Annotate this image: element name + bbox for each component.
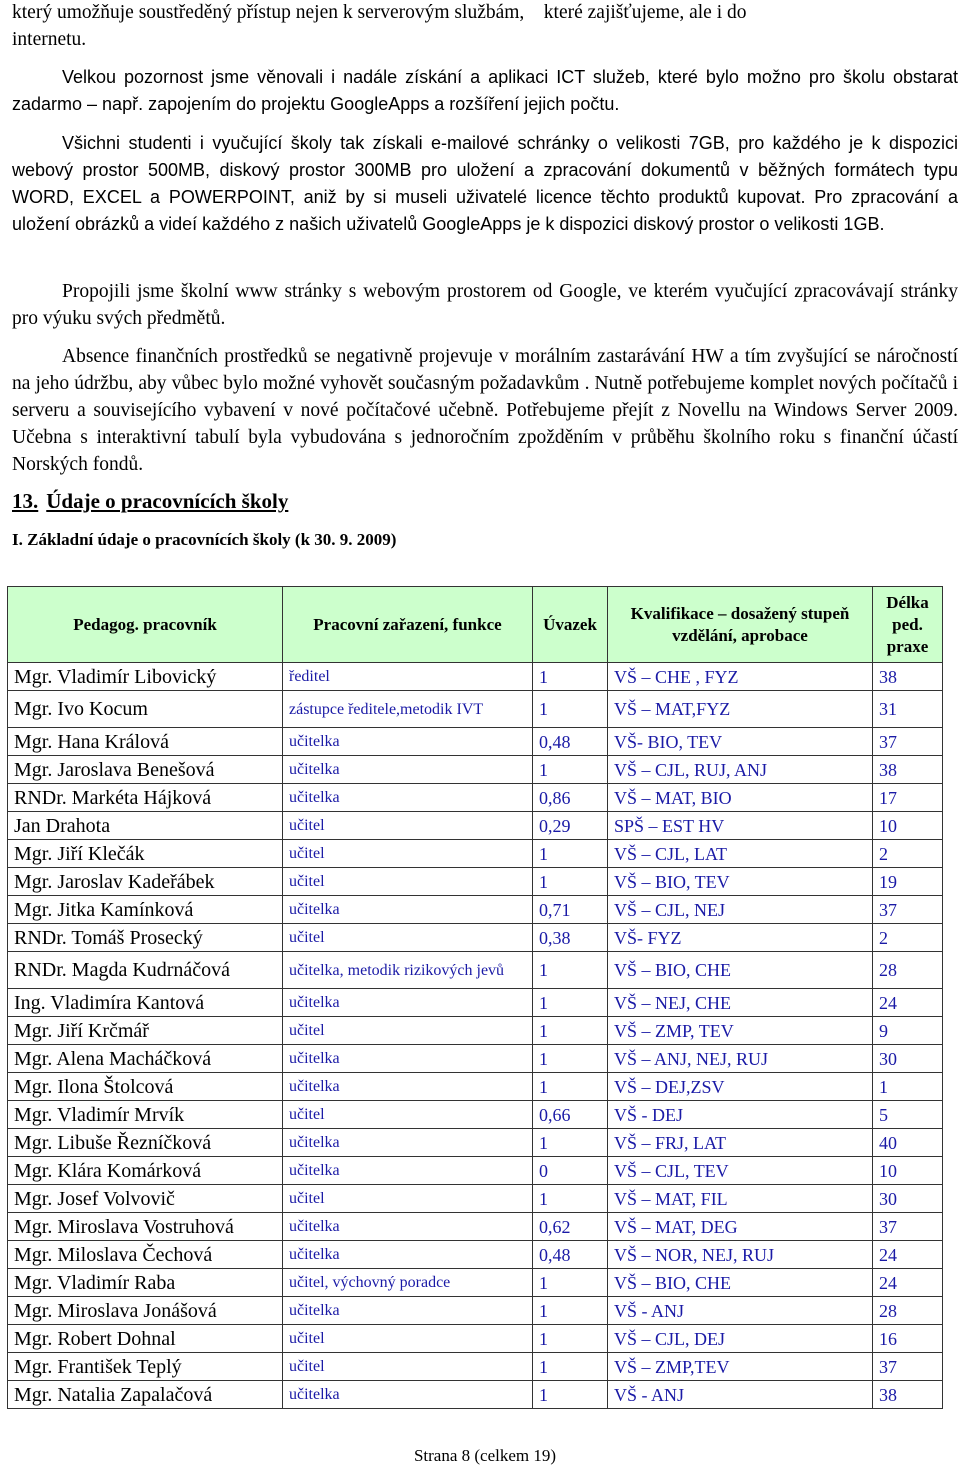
cell-name: Mgr. Libuše Řezníčková: [8, 1129, 283, 1157]
table-row: [8, 784, 943, 812]
cell-name: Mgr. Robert Dohnal: [8, 1325, 283, 1353]
cell-praxe: 19: [873, 868, 943, 896]
cell-role: učitelka: [283, 1073, 533, 1101]
cell-role: učitel, výchovný poradce: [283, 1269, 533, 1297]
cell-praxe: 37: [873, 1353, 943, 1381]
cell-uvazek: 1: [533, 868, 608, 896]
paragraph-finance-text: Absence finančních prostředků se negativně projevuje v morálním zastarávání HW a tím zvyšující se náročností na jeho údržbu, aby vůbec bylo možné vyhovět současným požadavkům . Nutně potřebujeme komplet nových počítačů i serveru a souvisejícího vybavení v nové počítačové učebně. Potřebujeme přejít z Novellu na Windows Server 2009. Učebna s interaktivní tabulí byla vybudována s jednoročním zpožděním v průběhu školního roku s finanční účastí Norských fondů.: [12, 346, 958, 475]
cell-praxe: 2: [873, 924, 943, 952]
cell-name: Mgr. Hana Králová: [8, 728, 283, 756]
header-role: Pracovní zařazení, funkce: [283, 587, 533, 663]
cell-uvazek: 1: [533, 952, 608, 989]
cell-name: Mgr. Jaroslava Benešová: [8, 756, 283, 784]
cell-kvalifikace: VŠ – ANJ, NEJ, RUJ: [608, 1045, 873, 1073]
header-praxe: Délka ped. praxe: [873, 587, 943, 663]
cell-kvalifikace: VŠ – BIO, CHE: [608, 1269, 873, 1297]
section-number: 13.: [12, 489, 39, 513]
cell-kvalifikace: VŠ – MAT, BIO: [608, 784, 873, 812]
cell-uvazek: 1: [533, 1297, 608, 1325]
cell-uvazek: 0,71: [533, 896, 608, 924]
cell-kvalifikace: VŠ – NOR, NEJ, RUJ: [608, 1241, 873, 1269]
cell-praxe: 38: [873, 663, 943, 691]
cell-praxe: 38: [873, 1381, 943, 1409]
paragraph-finance: [12, 343, 958, 478]
cell-role: učitelka: [283, 989, 533, 1017]
cell-uvazek: 1: [533, 1129, 608, 1157]
table-row: [8, 1157, 943, 1185]
cell-role: učitel: [283, 924, 533, 952]
cell-name: Mgr. Ivo Kocum: [8, 691, 283, 728]
paragraph-ict-text: Velkou pozornost jsme věnovali i nadále získání a aplikaci ICT služeb, které bylo možno pro školu obstarat zadarmo – např. zapojením do projektu GoogleApps a rozšíření jejich počtu.: [12, 67, 958, 114]
cell-praxe: 37: [873, 896, 943, 924]
cell-praxe: 17: [873, 784, 943, 812]
page-footer: Strana 8 (celkem 19): [413, 1446, 557, 1465]
cell-name: RNDr. Tomáš Prosecký: [8, 924, 283, 952]
cell-praxe: 9: [873, 1017, 943, 1045]
cell-name: Mgr. Klára Komárková: [8, 1157, 283, 1185]
cell-role: učitelka: [283, 1045, 533, 1073]
cell-role: učitelka: [283, 1381, 533, 1409]
cell-kvalifikace: SPŠ – EST HV: [608, 812, 873, 840]
cell-role: učitelka: [283, 896, 533, 924]
table-row: [8, 1129, 943, 1157]
section-title: Údaje o pracovnících školy: [46, 489, 289, 513]
paragraph-website: [12, 278, 958, 332]
cell-name: Mgr. Miroslava Jonášová: [8, 1297, 283, 1325]
table-row: [8, 1353, 943, 1381]
cell-kvalifikace: VŠ – CJL, TEV: [608, 1157, 873, 1185]
cell-role: učitelka: [283, 1241, 533, 1269]
cell-name: Mgr. Natalia Zapalačová: [8, 1381, 283, 1409]
cell-name: RNDr. Markéta Hájková: [8, 784, 283, 812]
cell-kvalifikace: VŠ- BIO, TEV: [608, 728, 873, 756]
cell-praxe: 1: [873, 1073, 943, 1101]
cell-uvazek: 0,86: [533, 784, 608, 812]
cell-uvazek: 1: [533, 1381, 608, 1409]
table-row: [8, 1101, 943, 1129]
cell-kvalifikace: VŠ – CJL, LAT: [608, 840, 873, 868]
header-kvalifikace: Kvalifikace – dosažený stupeň vzdělání, aprobace: [608, 587, 873, 663]
paragraph-intro: [12, 0, 958, 53]
cell-name: Mgr. Jitka Kamínková: [8, 896, 283, 924]
cell-name: Mgr. Miloslava Čechová: [8, 1241, 283, 1269]
table-row: [8, 1381, 943, 1409]
cell-uvazek: 1: [533, 1325, 608, 1353]
cell-praxe: 10: [873, 812, 943, 840]
cell-role: učitel: [283, 840, 533, 868]
cell-uvazek: 1: [533, 663, 608, 691]
table-row: [8, 691, 943, 728]
cell-uvazek: 0,29: [533, 812, 608, 840]
cell-uvazek: 0,38: [533, 924, 608, 952]
cell-name: Mgr. Vladimír Libovický: [8, 663, 283, 691]
table-row: [8, 728, 943, 756]
cell-kvalifikace: VŠ – ZMP,TEV: [608, 1353, 873, 1381]
table-row: [8, 663, 943, 691]
cell-role: učitelka: [283, 784, 533, 812]
cell-uvazek: 1: [533, 1269, 608, 1297]
cell-name: Mgr. Jiří Krčmář: [8, 1017, 283, 1045]
cell-name: Mgr. Vladimír Raba: [8, 1269, 283, 1297]
cell-kvalifikace: VŠ - DEJ: [608, 1101, 873, 1129]
table-row: [8, 1185, 943, 1213]
cell-kvalifikace: VŠ – CJL, DEJ: [608, 1325, 873, 1353]
cell-praxe: 30: [873, 1045, 943, 1073]
cell-kvalifikace: VŠ – FRJ, LAT: [608, 1129, 873, 1157]
cell-role: učitelka: [283, 1297, 533, 1325]
cell-kvalifikace: VŠ – DEJ,ZSV: [608, 1073, 873, 1101]
paragraph-website-text: Propojili jsme školní www stránky s webovým prostorem od Google, ve kterém vyučující zpracovávají stránky pro výuku svých předmětů.: [12, 281, 958, 329]
cell-kvalifikace: VŠ - ANJ: [608, 1381, 873, 1409]
cell-uvazek: 1: [533, 1045, 608, 1073]
cell-name: Ing. Vladimíra Kantová: [8, 989, 283, 1017]
cell-kvalifikace: VŠ – MAT, FIL: [608, 1185, 873, 1213]
cell-name: Mgr. Vladimír Mrvík: [8, 1101, 283, 1129]
cell-praxe: 5: [873, 1101, 943, 1129]
cell-praxe: 10: [873, 1157, 943, 1185]
subsection-heading: I. Základní údaje o pracovnících školy (k 30. 9. 2009): [12, 530, 397, 549]
cell-role: učitel: [283, 1017, 533, 1045]
cell-uvazek: 0,48: [533, 728, 608, 756]
cell-role: učitelka: [283, 1129, 533, 1157]
cell-praxe: 16: [873, 1325, 943, 1353]
cell-role: učitel: [283, 868, 533, 896]
cell-praxe: 31: [873, 691, 943, 728]
cell-kvalifikace: VŠ – NEJ, CHE: [608, 989, 873, 1017]
cell-uvazek: 1: [533, 1353, 608, 1381]
cell-role: učitelka: [283, 728, 533, 756]
cell-kvalifikace: VŠ – CJL, RUJ, ANJ: [608, 756, 873, 784]
cell-kvalifikace: VŠ - ANJ: [608, 1297, 873, 1325]
table-row: [8, 1073, 943, 1101]
cell-uvazek: 1: [533, 691, 608, 728]
cell-role: učitel: [283, 1185, 533, 1213]
cell-name: Mgr. František Teplý: [8, 1353, 283, 1381]
section-heading: [12, 489, 288, 514]
cell-kvalifikace: VŠ – CJL, NEJ: [608, 896, 873, 924]
cell-role: učitelka: [283, 1157, 533, 1185]
paragraph-intro-part3: internetu.: [12, 29, 87, 50]
cell-uvazek: 0,66: [533, 1101, 608, 1129]
cell-uvazek: 1: [533, 1073, 608, 1101]
cell-praxe: 24: [873, 1269, 943, 1297]
table-row: [8, 1269, 943, 1297]
cell-praxe: 24: [873, 1241, 943, 1269]
cell-uvazek: 0: [533, 1157, 608, 1185]
table-row: [8, 1213, 943, 1241]
cell-uvazek: 1: [533, 840, 608, 868]
cell-name: RNDr. Magda Kudrnáčová: [8, 952, 283, 989]
cell-praxe: 37: [873, 728, 943, 756]
cell-praxe: 37: [873, 1213, 943, 1241]
cell-name: Jan Drahota: [8, 812, 283, 840]
cell-kvalifikace: VŠ- FYZ: [608, 924, 873, 952]
cell-role: učitel: [283, 1101, 533, 1129]
cell-role: zástupce ředitele,metodik IVT: [283, 691, 533, 728]
cell-praxe: 30: [873, 1185, 943, 1213]
paragraph-intro-part2: které zajišťujeme, ale i do: [543, 2, 747, 23]
cell-kvalifikace: VŠ – CHE , FYZ: [608, 663, 873, 691]
cell-role: učitel: [283, 812, 533, 840]
cell-praxe: 24: [873, 989, 943, 1017]
header-name: Pedagog. pracovník: [8, 587, 283, 663]
cell-name: Mgr. Jaroslav Kadeřábek: [8, 868, 283, 896]
header-uvazek: Úvazek: [533, 587, 608, 663]
cell-kvalifikace: VŠ – MAT, DEG: [608, 1213, 873, 1241]
cell-role: ředitel: [283, 663, 533, 691]
cell-praxe: 40: [873, 1129, 943, 1157]
cell-uvazek: 0,48: [533, 1241, 608, 1269]
cell-uvazek: 1: [533, 989, 608, 1017]
cell-role: učitelka: [283, 1213, 533, 1241]
cell-kvalifikace: VŠ – ZMP, TEV: [608, 1017, 873, 1045]
table-row: [8, 1325, 943, 1353]
staff-table: [7, 586, 943, 1409]
cell-role: učitelka: [283, 756, 533, 784]
cell-role: učitelka, metodik rizikových jevů: [283, 952, 533, 989]
table-row: [8, 868, 943, 896]
cell-name: Mgr. Jiří Klečák: [8, 840, 283, 868]
table-row: [8, 812, 943, 840]
cell-uvazek: 1: [533, 756, 608, 784]
cell-role: učitel: [283, 1325, 533, 1353]
table-row: [8, 924, 943, 952]
table-row: [8, 756, 943, 784]
cell-praxe: 2: [873, 840, 943, 868]
paragraph-googleapps: [12, 130, 958, 238]
paragraph-intro-part1: který umožňuje soustředěný přístup nejen k serverovým službám,: [12, 2, 525, 23]
table-header-row: [8, 587, 943, 663]
paragraph-ict: [12, 64, 958, 118]
table-row: [8, 1241, 943, 1269]
cell-kvalifikace: VŠ – MAT,FYZ: [608, 691, 873, 728]
cell-name: Mgr. Ilona Štolcová: [8, 1073, 283, 1101]
cell-uvazek: 0,62: [533, 1213, 608, 1241]
staff-table-body: [8, 663, 943, 1409]
table-row: [8, 896, 943, 924]
paragraph-googleapps-text: Všichni studenti i vyučující školy tak získali e-mailové schránky o velikosti 7GB, pro každého je k dispozici webový prostor 500MB, diskový prostor 300MB pro uložení a zpracování dokumentů v běžných formátech typu WORD, EXCEL a POWERPOINT, aniž by si museli uživatelé licence těchto produktů kupovat. Pro zpracování a uložení obrázků a videí každého z našich uživatelů GoogleApps je k dispozici diskový prostor o velikosti 1GB.: [12, 133, 958, 234]
cell-kvalifikace: VŠ – BIO, CHE: [608, 952, 873, 989]
table-row: [8, 1297, 943, 1325]
cell-name: Mgr. Josef Volvovič: [8, 1185, 283, 1213]
table-row: [8, 1017, 943, 1045]
table-row: [8, 952, 943, 989]
table-row: [8, 1045, 943, 1073]
cell-role: učitel: [283, 1353, 533, 1381]
cell-name: Mgr. Alena Macháčková: [8, 1045, 283, 1073]
cell-kvalifikace: VŠ – BIO, TEV: [608, 868, 873, 896]
cell-praxe: 28: [873, 1297, 943, 1325]
table-row: [8, 840, 943, 868]
cell-praxe: 28: [873, 952, 943, 989]
cell-praxe: 38: [873, 756, 943, 784]
cell-name: Mgr. Miroslava Vostruhová: [8, 1213, 283, 1241]
cell-uvazek: 1: [533, 1185, 608, 1213]
cell-uvazek: 1: [533, 1017, 608, 1045]
table-row: [8, 989, 943, 1017]
